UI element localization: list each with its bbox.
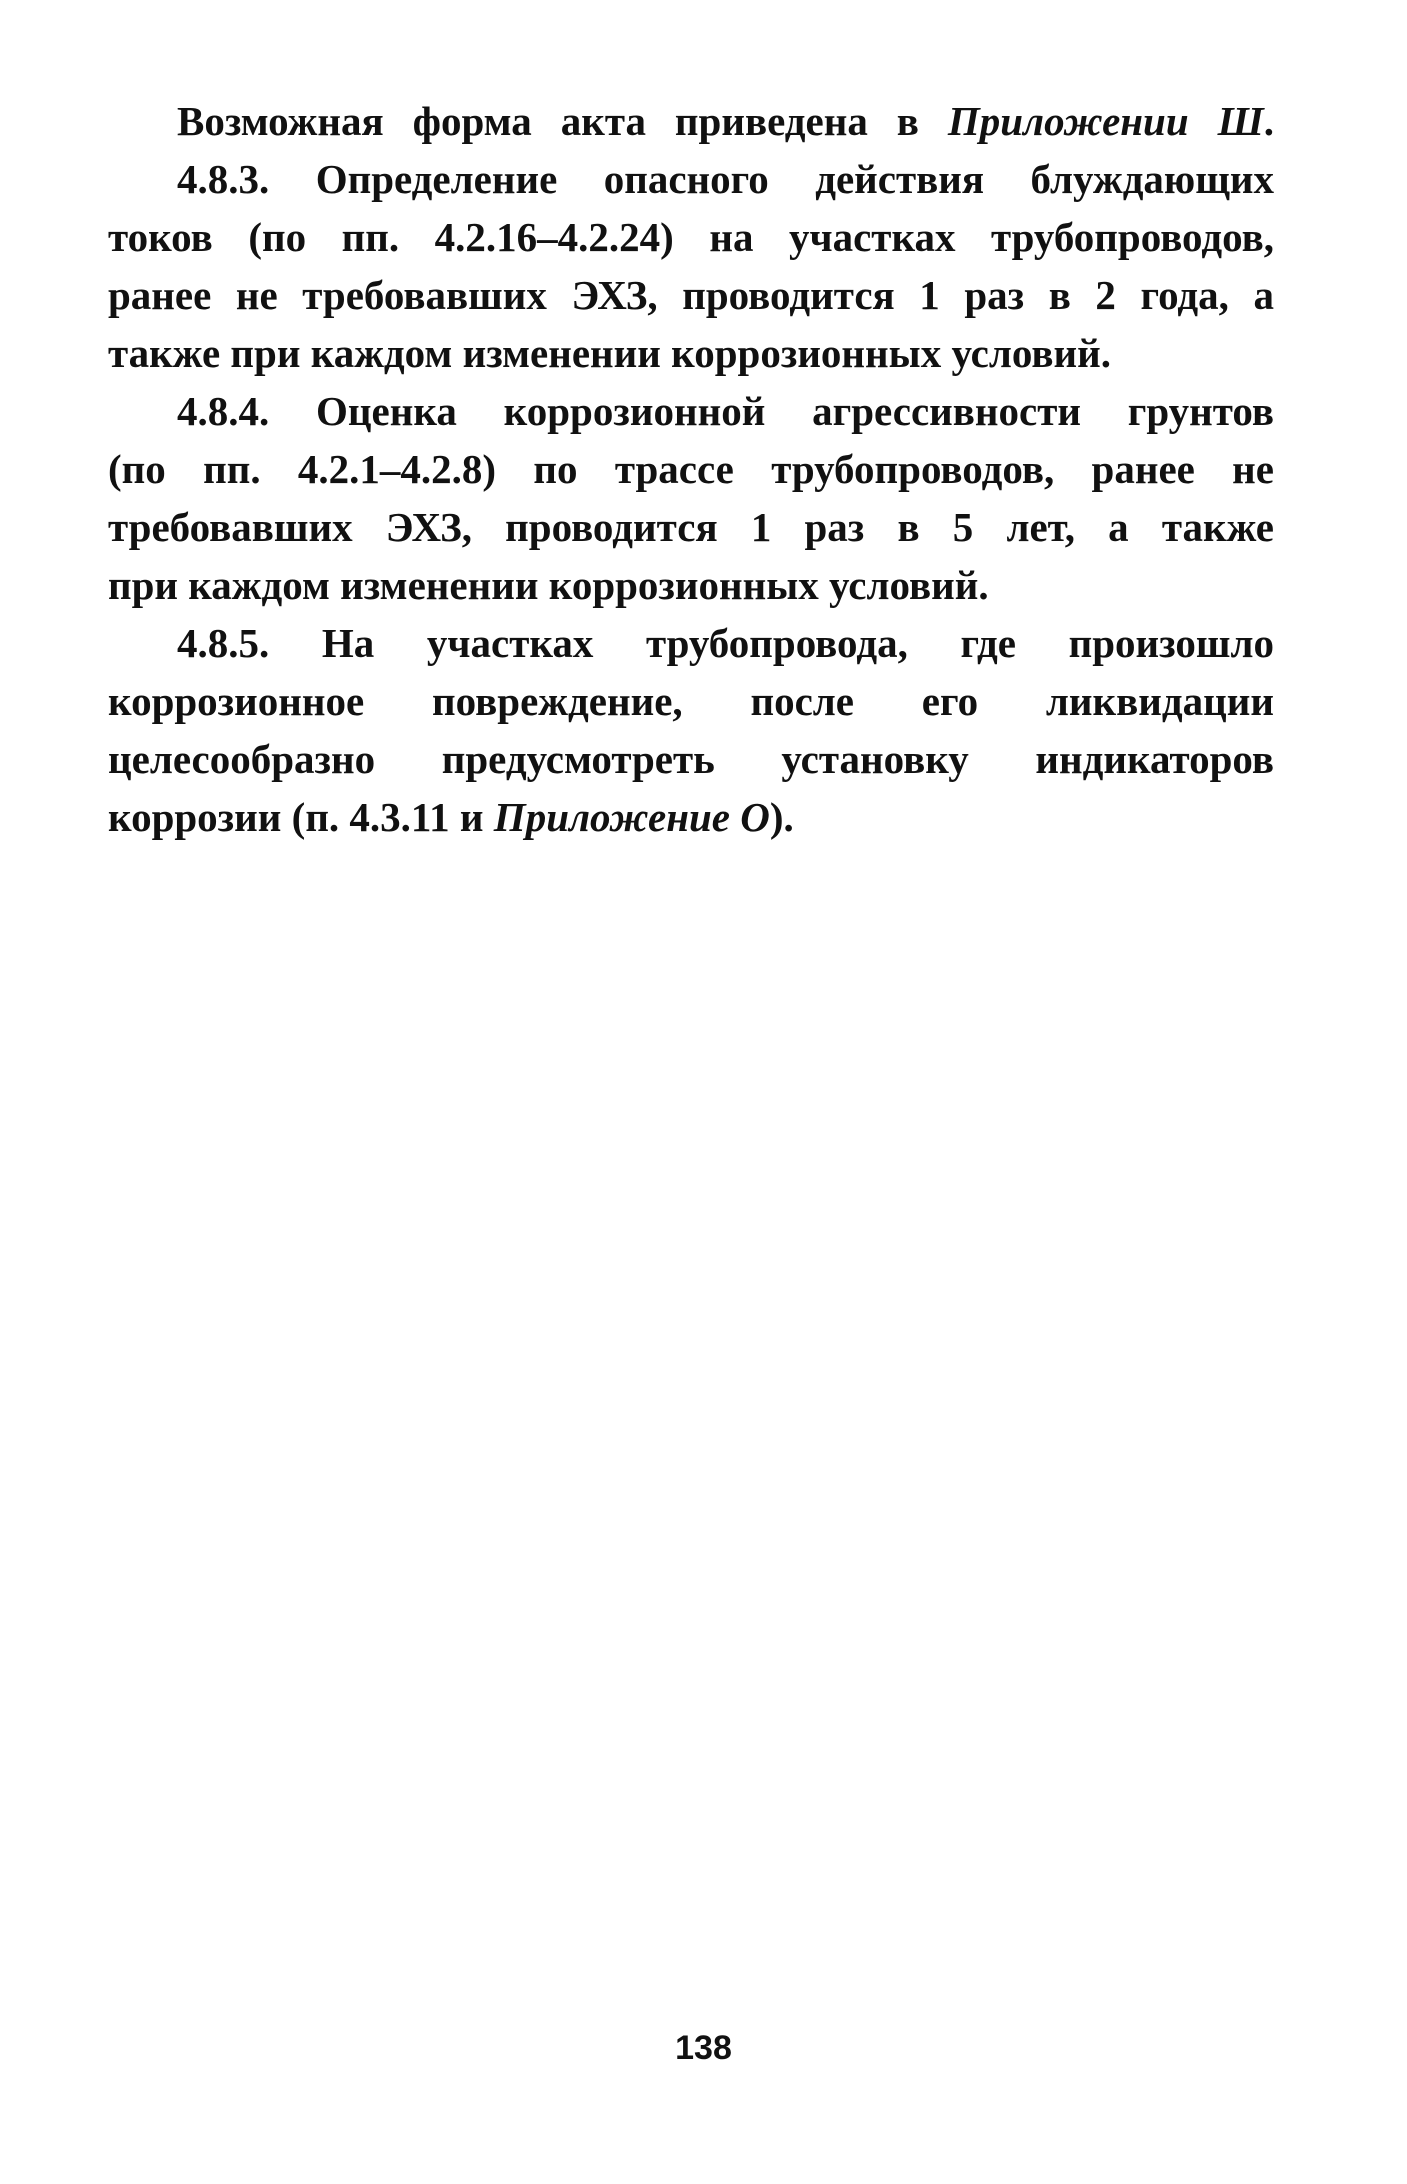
paragraph-line [108,788,1274,846]
italic-reference: Приложении Ш [947,98,1264,144]
paragraph-line: коррозионное повреждение, после его ликвидации [108,678,1274,724]
paragraph-line: (по пп. 4.2.1–4.2.8) по трассе трубопроводов, ранее не [108,446,1274,492]
paragraph-line: 4.8.4. Оценка коррозионной агрессивности грунтов [177,388,1274,434]
paragraph-line: токов (по пп. 4.2.16–4.2.24) на участках трубопроводов, [108,214,1274,260]
page-body-text [108,92,1274,846]
page-number: 138 [675,2029,732,2067]
paragraph-line: также при каждом изменении коррозионных условий. [108,330,1111,376]
paragraph-line: 4.8.5. На участках трубопровода, где произошло [177,620,1274,666]
italic-reference: Приложение О [493,794,770,840]
paragraph-line: при каждом изменении коррозионных условий. [108,562,989,608]
text-run: Возможная форма акта приведена в [177,98,948,144]
paragraph-line: 4.8.3. Определение опасного действия блуждающих [177,156,1274,202]
paragraph-line: требовавших ЭХЗ, проводится 1 раз в 5 лет, а также [108,504,1274,550]
text-run: . [1263,98,1274,144]
paragraph-line: целесообразно предусмотреть установку индикаторов [108,736,1274,782]
text-run: ). [769,794,794,840]
text-run: коррозии (п. 4.3.11 и [108,794,494,840]
paragraph-line: ранее не требовавших ЭХЗ, проводится 1 раз в 2 года, а [108,272,1274,318]
paragraph-line [108,92,1274,150]
